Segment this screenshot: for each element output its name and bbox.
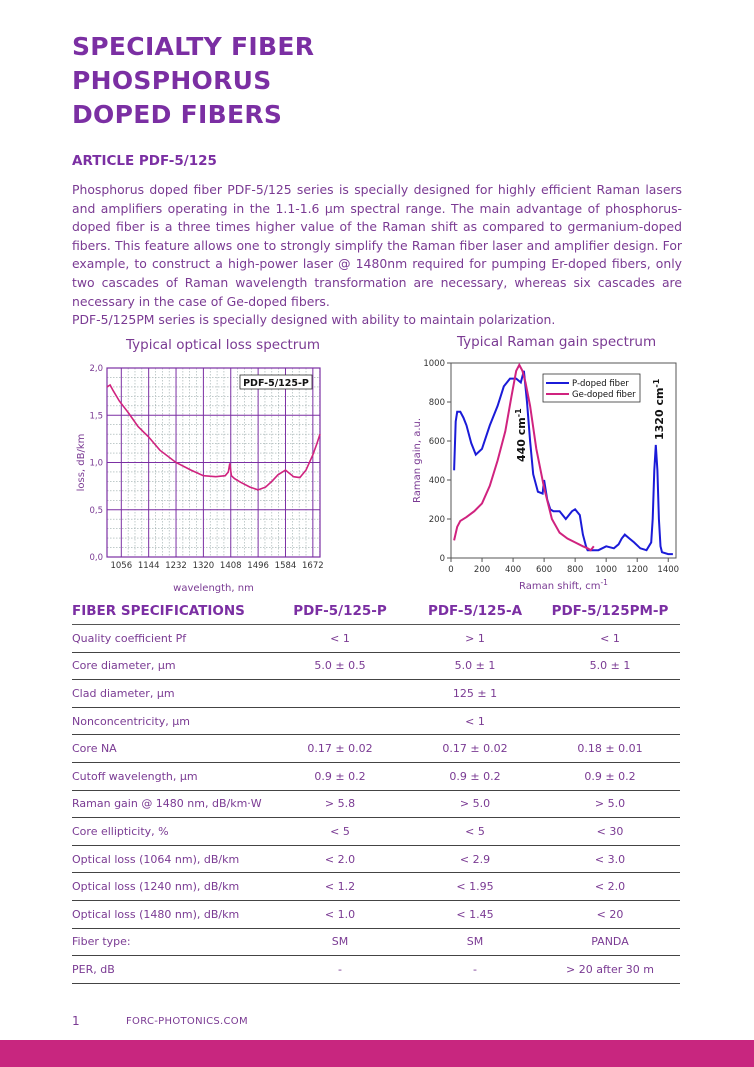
- annotation-1320: [652, 378, 667, 440]
- y-axis-label: loss, dB/km: [76, 433, 87, 492]
- x-tick-label: 0: [448, 565, 454, 575]
- footer-website: FORC-PHOTONICS.COM: [126, 1016, 248, 1027]
- x-tick-label: 1584: [274, 561, 297, 571]
- table-row: [72, 625, 680, 653]
- loss-chart: [72, 356, 332, 596]
- y-tick-label: 1,0: [89, 458, 103, 469]
- y-tick-label: 0,0: [89, 553, 103, 563]
- x-axis-label-text: Raman shift, cm: [519, 581, 601, 592]
- x-tick-label: 1200: [626, 565, 649, 575]
- spec-value: < 20: [540, 900, 680, 928]
- y-tick-label: 2,0: [89, 364, 103, 374]
- title-line-2: PHOSPHORUS: [72, 66, 272, 95]
- footer-bar: [0, 1040, 754, 1067]
- spec-value: < 2.0: [540, 873, 680, 901]
- table-row: [72, 790, 680, 818]
- annotation-1320-text: 1320 cm: [653, 387, 666, 440]
- spec-value: [270, 680, 410, 708]
- spec-value: -: [410, 956, 540, 984]
- description-paragraph: Phosphorus doped fiber PDF-5/125 series is specially designed for highly efficient Raman lasers and amplifiers operating in the 1.1-1.6 µm spectral range. The main advantage of phosphorus-doped fiber is a three times higher value of the Raman shift as compared to germanium-doped fibers. This feature allows one to strongly simplify the Raman fiber laser and amplifier design. For example, to construct a high-power laser @ 1480nm required for pumping Er-doped fibers, only two cascades of Raman wavelength transformation are necessary, whereas six cascades are necessary in the case of Ge-doped fibers.: [72, 182, 682, 309]
- spec-value: > 5.0: [540, 790, 680, 818]
- spec-value: < 1.45: [410, 900, 540, 928]
- y-axis-label: Raman gain, a.u.: [412, 417, 423, 504]
- table-row: [72, 845, 680, 873]
- spec-value: < 2.0: [270, 845, 410, 873]
- x-tick-label: 1400: [657, 565, 680, 575]
- spec-label: Nonconcentricity, µm: [72, 707, 270, 735]
- header-pdf-5-125-a: PDF-5/125-A: [410, 598, 540, 625]
- spec-value: 0.18 ± 0.01: [540, 735, 680, 763]
- spec-value: < 1.0: [270, 900, 410, 928]
- spec-label: Core diameter, µm: [72, 652, 270, 680]
- spec-value: < 2.9: [410, 845, 540, 873]
- table-row: [72, 956, 680, 984]
- spec-value: 0.17 ± 0.02: [270, 735, 410, 763]
- table-row: [72, 735, 680, 763]
- spec-value: 0.17 ± 0.02: [410, 735, 540, 763]
- spec-label: Quality coefficient Pf: [72, 625, 270, 653]
- x-tick-label: 200: [473, 565, 491, 575]
- spec-value: < 3.0: [540, 845, 680, 873]
- spec-value: 5.0 ± 0.5: [270, 652, 410, 680]
- y-tick-label: 0: [439, 554, 445, 564]
- legend-label: Ge-doped fiber: [572, 390, 636, 400]
- spec-label: Optical loss (1240 nm), dB/km: [72, 873, 270, 901]
- header-specifications: FIBER SPECIFICATIONS: [72, 598, 270, 625]
- y-tick-label: 600: [428, 437, 445, 447]
- spec-label: Core NA: [72, 735, 270, 763]
- x-tick-label: 1056: [110, 561, 133, 571]
- table-row: [72, 762, 680, 790]
- spec-value: > 20 after 30 m: [540, 956, 680, 984]
- spec-label: Optical loss (1064 nm), dB/km: [72, 845, 270, 873]
- x-axis-label: wavelength, nm: [173, 583, 254, 594]
- spec-value: SM: [410, 928, 540, 956]
- legend-label: PDF-5/125-P: [243, 378, 309, 389]
- title-line-1: SPECIALTY FIBER: [72, 32, 315, 61]
- table-row: [72, 707, 680, 735]
- spec-value: PANDA: [540, 928, 680, 956]
- annotation-1320-sup: -1: [651, 378, 661, 388]
- x-tick-label: 1672: [302, 561, 324, 571]
- specifications-header-row: [72, 598, 680, 625]
- table-row: [72, 652, 680, 680]
- raman-chart-title: Typical Raman gain spectrum: [457, 334, 657, 350]
- x-tick-label: 1000: [595, 565, 617, 575]
- x-tick-label: 800: [567, 565, 584, 575]
- x-tick-label: 400: [504, 565, 522, 575]
- spec-value: < 1: [270, 625, 410, 653]
- spec-value: [540, 707, 680, 735]
- annotation-440: [514, 408, 529, 462]
- spec-value: < 30: [540, 818, 680, 846]
- x-axis-label: [519, 578, 608, 593]
- loss-chart-title: Typical optical loss spectrum: [126, 337, 321, 353]
- spec-value: > 5.0: [410, 790, 540, 818]
- spec-value: > 5.8: [270, 790, 410, 818]
- spec-label: PER, dB: [72, 956, 270, 984]
- table-row: [72, 873, 680, 901]
- spec-value: < 1.2: [270, 873, 410, 901]
- x-tick-label: 1144: [137, 561, 160, 571]
- spec-value: 0.9 ± 0.2: [410, 762, 540, 790]
- spec-label: Clad diameter, µm: [72, 680, 270, 708]
- x-tick-label: 1320: [192, 561, 215, 571]
- table-row: [72, 818, 680, 846]
- x-tick-label: 1408: [219, 561, 242, 571]
- spec-value: 125 ± 1: [410, 680, 540, 708]
- x-tick-label: 1232: [165, 561, 187, 571]
- spec-value: < 1: [410, 707, 540, 735]
- spec-value: < 5: [270, 818, 410, 846]
- table-row: [72, 928, 680, 956]
- spec-value: 5.0 ± 1: [410, 652, 540, 680]
- spec-value: [540, 680, 680, 708]
- x-tick-label: 1496: [247, 561, 269, 571]
- spec-label: Optical loss (1480 nm), dB/km: [72, 900, 270, 928]
- spec-label: Fiber type:: [72, 928, 270, 956]
- y-tick-label: 1000: [423, 359, 445, 369]
- spec-value: > 1: [410, 625, 540, 653]
- spec-value: < 1.95: [410, 873, 540, 901]
- header-pdf-5-125-p: PDF-5/125-P: [270, 598, 410, 625]
- header-pdf-5-125pm-p: PDF-5/125PM-P: [540, 598, 680, 625]
- legend-label: P-doped fiber: [572, 379, 629, 389]
- annotation-440-text: 440 cm: [515, 417, 528, 462]
- spec-label: Core ellipticity, %: [72, 818, 270, 846]
- table-row: [72, 680, 680, 708]
- x-axis-label-sup: -1: [600, 577, 608, 587]
- y-tick-label: 1,5: [89, 411, 103, 422]
- spec-value: 5.0 ± 1: [540, 652, 680, 680]
- spec-value: SM: [270, 928, 410, 956]
- spec-value: 0.9 ± 0.2: [540, 762, 680, 790]
- y-tick-label: 200: [428, 515, 445, 525]
- spec-label: Raman gain @ 1480 nm, dB/km·W: [72, 790, 270, 818]
- spec-value: -: [270, 956, 410, 984]
- raman-gain-chart: [405, 352, 685, 596]
- specifications-table: [72, 598, 680, 984]
- y-tick-label: 400: [428, 476, 445, 486]
- spec-value: < 1: [540, 625, 680, 653]
- series-line-0: [107, 385, 320, 490]
- title-line-3: DOPED FIBERS: [72, 100, 283, 129]
- table-row: [72, 900, 680, 928]
- annotation-440-sup: -1: [513, 408, 523, 418]
- x-tick-label: 600: [535, 565, 553, 575]
- y-tick-label: 0,5: [89, 505, 103, 516]
- y-tick-label: 800: [428, 398, 445, 408]
- page-number: 1: [72, 1014, 80, 1028]
- spec-value: 0.9 ± 0.2: [270, 762, 410, 790]
- spec-value: [270, 707, 410, 735]
- page-title: [72, 30, 314, 132]
- pm-paragraph: PDF-5/125PM series is specially designed with ability to maintain polarization.: [72, 312, 556, 327]
- article-heading: ARTICLE PDF-5/125: [72, 153, 217, 169]
- spec-label: Cutoff wavelength, µm: [72, 762, 270, 790]
- spec-value: < 5: [410, 818, 540, 846]
